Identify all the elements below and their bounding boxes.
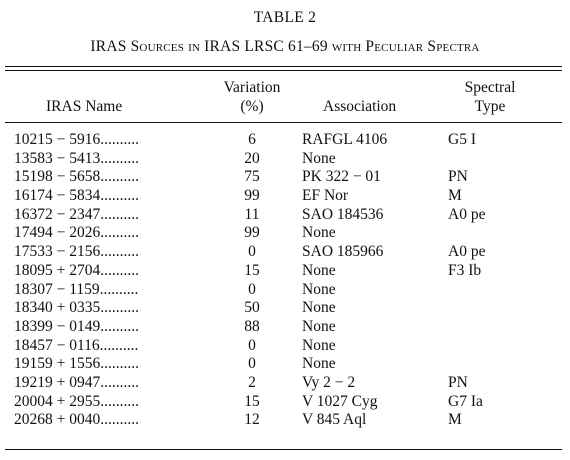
cell-variation: 99 [244, 187, 260, 205]
header-spectral-line1: Spectral [464, 79, 516, 96]
cell-association: Vy 2 − 2 [302, 373, 356, 391]
table-row [0, 187, 570, 206]
cell-spectral-type: M [448, 187, 462, 205]
cell-variation: 0 [248, 280, 256, 298]
header-variation-line2: (%) [240, 98, 264, 115]
cell-variation: 88 [244, 317, 260, 335]
table-row [0, 299, 570, 318]
cell-spectral-type: G7 Ia [448, 392, 483, 410]
cell-iras-name: 19219 + 0947.......... [14, 373, 139, 391]
cell-variation: 75 [244, 168, 260, 186]
cell-iras-name: 18095 + 2704.......... [14, 261, 139, 279]
cell-variation: 15 [244, 392, 260, 410]
header-variation-line1: Variation [223, 79, 281, 96]
cell-association: None [302, 149, 336, 167]
cell-spectral-type: F3 Ib [448, 261, 482, 279]
cell-variation: 0 [248, 336, 256, 354]
header-rule [5, 122, 562, 123]
cell-association: PK 322 − 01 [302, 168, 381, 186]
top-rule-1 [5, 66, 562, 67]
cell-iras-name: 20268 + 0040.......... [14, 411, 139, 429]
cell-iras-name: 16372 − 2347.......... [14, 205, 139, 223]
cell-variation: 0 [248, 355, 256, 373]
cell-association: None [302, 336, 336, 354]
cell-spectral-type: M [448, 411, 462, 429]
table-row [0, 131, 570, 150]
cell-spectral-type: A0 pe [448, 205, 486, 223]
header-variation [197, 78, 307, 116]
cell-association: None [302, 261, 336, 279]
cell-variation: 11 [244, 205, 260, 223]
cell-spectral-type: A0 pe [448, 243, 486, 261]
cell-spectral-type: PN [448, 373, 468, 391]
cell-variation: 99 [244, 224, 260, 242]
cell-iras-name: 15198 − 5658.......... [14, 168, 139, 186]
cell-iras-name: 18307 − 1159.......... [14, 280, 139, 298]
table-row [0, 150, 570, 169]
table-row [0, 168, 570, 187]
cell-iras-name: 20004 + 2955.......... [14, 392, 139, 410]
cell-association: RAFGL 4106 [302, 131, 388, 148]
cell-variation: 2 [248, 373, 256, 391]
cell-variation: 15 [244, 261, 260, 279]
table-body [0, 131, 570, 430]
top-rule-2 [5, 70, 562, 71]
cell-iras-name: 17494 − 2026.......... [14, 224, 139, 242]
cell-association: V 1027 Cyg [302, 392, 378, 410]
cell-iras-name: 18340 + 0335.......... [14, 299, 139, 317]
table-row [0, 243, 570, 262]
header-spectral-type [440, 78, 540, 116]
table-row [0, 355, 570, 374]
cell-iras-name: 18399 − 0149.......... [14, 317, 139, 335]
cell-association: EF Nor [302, 187, 349, 205]
cell-variation: 50 [244, 299, 260, 317]
cell-iras-name: 18457 − 0116.......... [14, 336, 139, 354]
table-caption: IRAS Sources in IRAS LRSC 61–69 with Peculiar Spectra [90, 38, 480, 55]
cell-association: None [302, 280, 336, 298]
table-row [0, 337, 570, 356]
table-row [0, 206, 570, 225]
table-row [0, 224, 570, 243]
cell-association: V 845 Aql [302, 411, 367, 429]
cell-iras-name: 19159 + 1556.......... [14, 355, 139, 373]
table-row [0, 393, 570, 412]
cell-iras-name: 17533 − 2156.......... [14, 243, 139, 261]
cell-association: None [302, 299, 336, 317]
header-iras-name: IRAS Name [46, 98, 123, 115]
cell-iras-name: 10215 − 5916.......... [14, 131, 139, 148]
cell-association: None [302, 317, 336, 335]
cell-variation: 6 [248, 131, 256, 148]
header-association: Association [323, 98, 397, 115]
table-row [0, 262, 570, 281]
cell-spectral-type: G5 I [448, 131, 476, 148]
cell-association: SAO 185966 [302, 243, 384, 261]
table-row [0, 411, 570, 430]
cell-variation: 20 [244, 149, 260, 167]
bottom-rule [5, 449, 562, 450]
table-number: TABLE 2 [253, 9, 317, 26]
cell-association: None [302, 224, 336, 242]
cell-iras-name: 13583 − 5413.......... [14, 149, 139, 167]
cell-iras-name: 16174 − 5834.......... [14, 187, 139, 205]
cell-variation: 0 [248, 243, 256, 261]
cell-variation: 12 [244, 411, 260, 429]
table-row [0, 318, 570, 337]
table-row [0, 374, 570, 393]
header-spectral-line2: Type [474, 98, 506, 115]
cell-association: None [302, 355, 336, 373]
table-row [0, 281, 570, 300]
cell-association: SAO 184536 [302, 205, 384, 223]
cell-spectral-type: PN [448, 168, 468, 186]
